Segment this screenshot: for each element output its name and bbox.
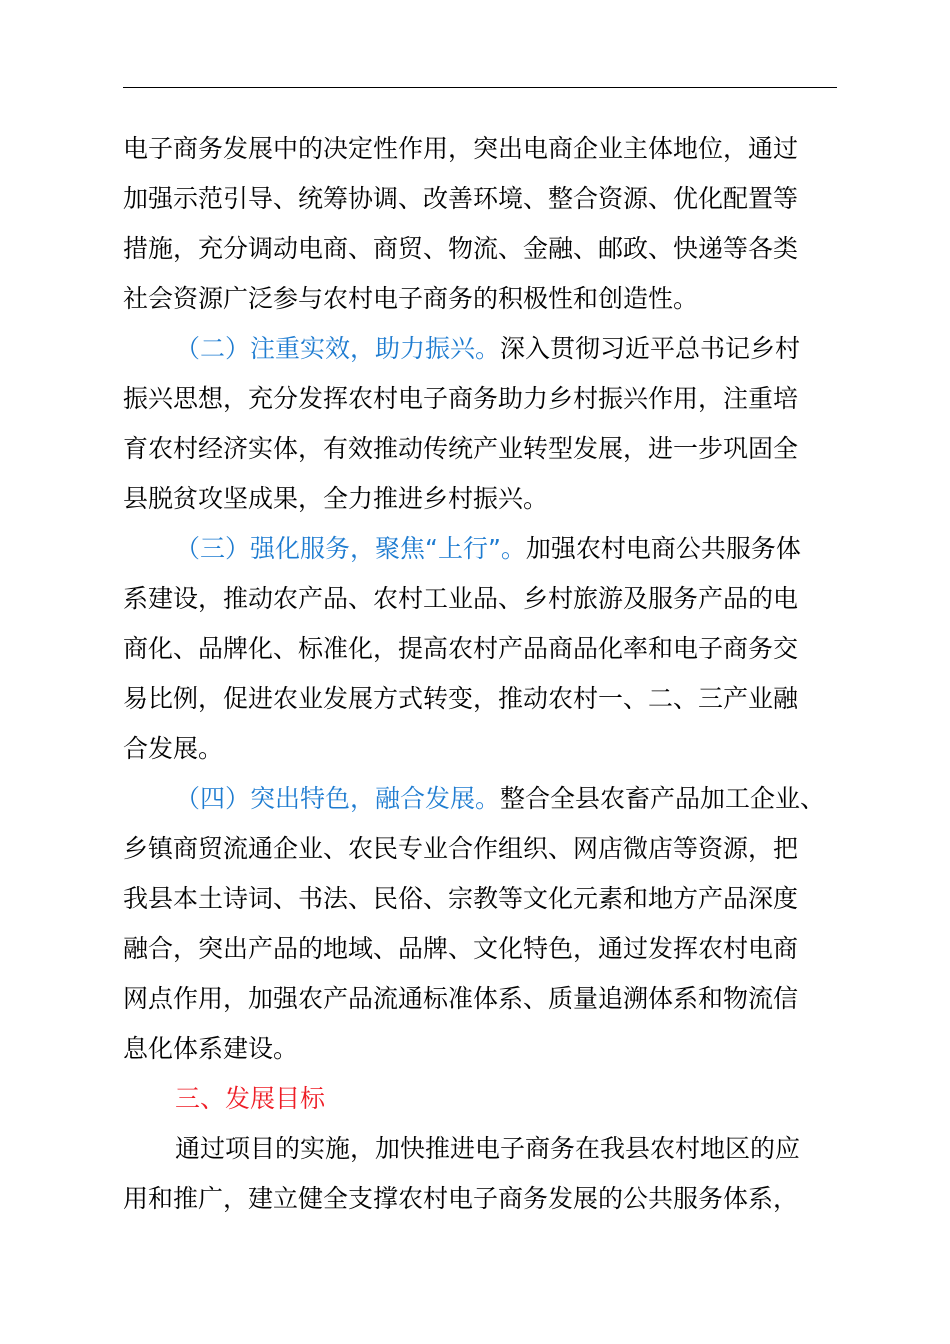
- text-line: 息化体系建设。: [123, 1034, 299, 1063]
- text-line: 加强示范引导、统筹协调、改善环境、整合资源、优化配置等: [123, 184, 799, 213]
- text-line: 融合，突出产品的地域、品牌、文化特色，通过发挥农村电商: [123, 934, 799, 963]
- text-line: 社会资源广泛参与农村电子商务的积极性和创造性。: [123, 284, 699, 313]
- text-run: 深入贯彻习近平总书记乡村: [500, 334, 801, 363]
- text-line: 通过项目的实施，加快推进电子商务在我县农村地区的应: [175, 1134, 801, 1163]
- text-line: 育农村经济实体，有效推动传统产业转型发展，进一步巩固全: [123, 434, 799, 463]
- subheading-2: （二）注重实效，助力振兴。: [175, 334, 501, 363]
- text-line: 乡镇商贸流通企业、农民专业合作组织、网店微店等资源，把: [123, 834, 799, 863]
- paragraph-4-start: [123, 774, 839, 824]
- section-heading: 三、发展目标: [175, 1084, 326, 1113]
- text-line: 商化、品牌化、标准化，提高农村产品商品化率和电子商务交: [123, 634, 799, 663]
- subheading-4: （四）突出特色，融合发展。: [175, 784, 501, 813]
- header-rule: [123, 87, 837, 88]
- paragraph-2-start: [123, 324, 839, 374]
- subheading-3: （三）强化服务，聚焦“上行”。: [175, 534, 526, 563]
- text-line: 用和推广，建立健全支撑农村电子商务发展的公共服务体系，: [123, 1184, 799, 1213]
- text-line: 合发展。: [123, 734, 224, 763]
- text-line: 易比例，促进农业发展方式转变，推动农村一、二、三产业融: [123, 684, 799, 713]
- text-line: 电子商务发展中的决定性作用，突出电商企业主体地位，通过: [123, 134, 799, 163]
- text-line: 网点作用，加强农产品流通标准体系、质量追溯体系和物流信: [123, 984, 799, 1013]
- text-run: 整合全县农畜产品加工企业、: [500, 784, 826, 813]
- document-body: [123, 124, 839, 1224]
- text-run: 加强农村电商公共服务体: [525, 534, 801, 563]
- text-line: 我县本土诗词、书法、民俗、宗教等文化元素和地方产品深度: [123, 884, 799, 913]
- text-line: 县脱贫攻坚成果，全力推进乡村振兴。: [123, 484, 549, 513]
- text-line: 措施，充分调动电商、商贸、物流、金融、邮政、快递等各类: [123, 234, 799, 263]
- text-line: 系建设，推动农产品、农村工业品、乡村旅游及服务产品的电: [123, 584, 799, 613]
- paragraph-3-start: [123, 524, 839, 574]
- text-line: 振兴思想，充分发挥农村电子商务助力乡村振兴作用，注重培: [123, 384, 799, 413]
